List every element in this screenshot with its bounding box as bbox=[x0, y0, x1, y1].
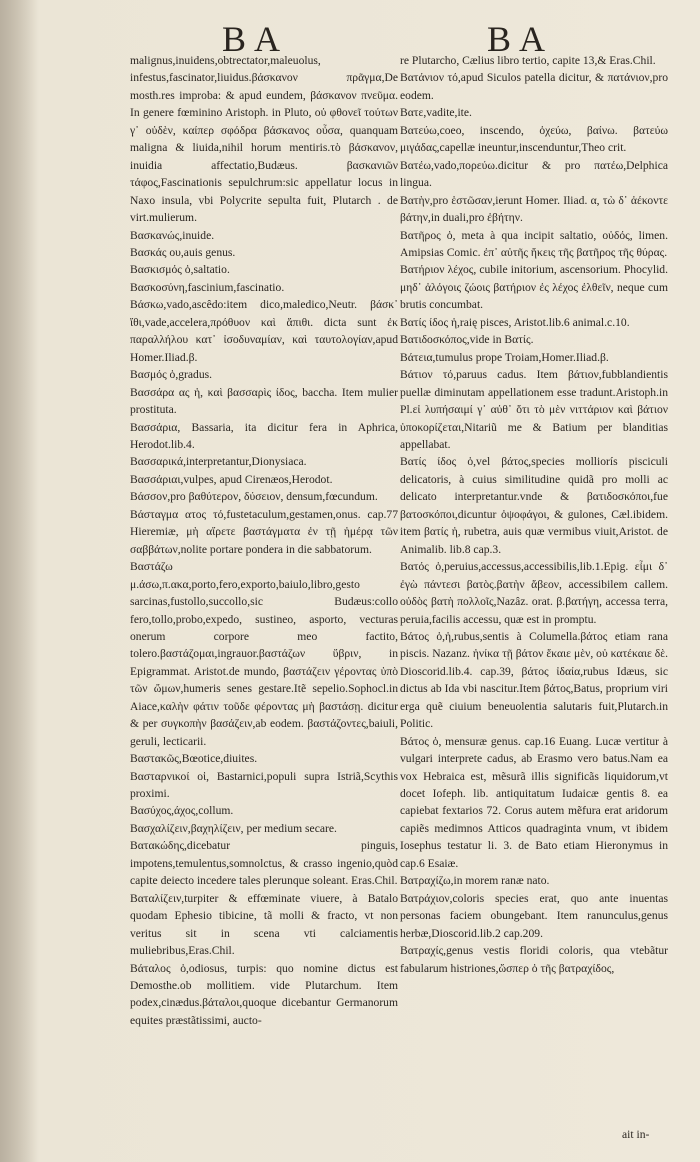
entry: Βασκανώς,inuide. bbox=[130, 228, 215, 242]
entry: Βατέω,vado,πορεύω.dicitur & pro πατέω,Delphica lingua. bbox=[400, 158, 668, 190]
entry: Βάσκω,vado,ascêdo:item dico,maledico,Neutr. βάσκ᾿ ἴθι,vade,accelera,πρόθυον καὶ ἄπιθι. dicta sunt ἐκ παραλλήλου κατ᾿ ἰσοδυναμίαν, καὶ ταυτολογίαν,apud Homer.Iliad.β. bbox=[130, 298, 398, 364]
entry: Βατραχίζω,in morem ranæ nato. bbox=[400, 874, 550, 888]
entry: Βάτεια,tumulus prope Troiam,Homer.Iliad.β. bbox=[400, 350, 609, 364]
entry: Βαστάζω μ.άσω,π.ακα,porto,fero,exporto,baiulo,libro,gesto sarcinas,fustollo,succollo,sic Budæus:collo fero,tollo,probo,expedo, sustineo, asporto, vecturas onerum corpore meo factito, tolero.βαστάζομαι,ingrauor.βαστάζων ὕβριν, in Epigrammat. Aristot.de mundo, βαστάζειν γέροντας ὑπὸ τῶν ὤμων,humeris senes gestare.Itẽ sepelio.Sophocl.in Aiace,καλὴν φάτιν τοῦδε φέροντας μὴ βαστάσῃ. dicitur & per συγκοπὴν βασάζειν,ab eodem. βαστάζοντες,baiuli, geruli, lecticarii. bbox=[130, 560, 398, 748]
entry: Βάτος ὁ, mensuræ genus. cap.16 Euang. Lucæ vertitur à vulgari interprete cadus, ab Erasmo vero batus.Nam ea vox Hebraica est, mẽsurã illis significãs liquidorum,vt docet Iofeph. lib. antiquitatum Iudaicæ gentis 8. ea capiebat fextarios 72. Corus autem mẽfura erat aridorum capiẽs medimnos Atticos quadraginta vnum, vt ibidem Iosephus testatur li. 3. de Bato etiam Hieronymus in cap.6 Esaiæ. bbox=[400, 734, 668, 870]
catchword: ait in- bbox=[622, 1128, 650, 1141]
entry: Βασμός ὁ,gradus. bbox=[130, 368, 213, 382]
entry: Βατραχίς,genus vestis floridi coloris, qua vtebãtur fabularum histriones,ὥσπερ ὁ τῆς βατραχίδος, bbox=[400, 944, 668, 975]
left-column bbox=[130, 52, 398, 1029]
entry: Βάσταγμα ατος τό,fustetaculum,gestamen,onus. cap.77 Hieremiæ, μὴ αἴρετε βαστάγματα ἐν τῇ ἡμέρᾳ τῶν σαββάτων,nolite portare pondera in die sabbatorum. bbox=[130, 507, 398, 556]
entry: Βασταρνικοί οἱ, Bastarnici,populi supra Istriã,Scythis proximi. bbox=[130, 769, 398, 801]
entry: Βατὴν,pro ἑστῶσαν,ierunt Homer. Iliad. α, τὼ δ᾿ ἀέκοντε βάτην,in duali,pro ἐβήτην. bbox=[400, 193, 668, 225]
running-head-right: BA bbox=[487, 19, 554, 59]
entry: Βάτος ὁ,ἡ,rubus,sentis à Columella.βάτος etiam rana piscis. Nazanz. ἡνίκα τῇ βάτον ἔκαιε μὲν, οὐ κατέκαιε δὲ. Dioscorid.lib.4. cap.39, βάτος ἰδαία,rubus Idæus, sic dictus ab Ida vbi nascitur.Item βάτος,Batus, proprium viri erga quẽ ciuium beneuolentia salutaris fuit,Plutarch.in Politic. bbox=[400, 629, 668, 731]
entry: Βατῆρος ὁ, meta à qua incipit saltatio, οὐδός, limen. Amipsias Comic. ἐπ᾿ αὐτῆς ἥκεις τῆς βατῆρος τῆς θύρας. bbox=[400, 228, 668, 259]
entry: Βατίς ίδος ἡ,raię pisces, Aristot.lib.6 animal.c.10. bbox=[400, 315, 630, 329]
entry: Βατε,vadite,ite. bbox=[400, 106, 472, 120]
entry: Βασσάρα ας ἡ, καὶ βασσαρὶς ίδος, baccha. Item mulier prostituta. bbox=[130, 385, 398, 417]
entry: Βασκοσύνη,fascinium,fascinatio. bbox=[130, 280, 285, 294]
entry: Βατεύω,coeo, inscendo, ὀχεύω, βαίνω. βατεύω μιγάδας,capellæ ineuntur,inscenduntur,Theo crit. bbox=[400, 123, 668, 155]
entry: Βατίς ίδος ὁ,vel βάτος,species molliorís pisciculi delicatoris, à cuius similitudine quidã pro molli ac delicato interpretantur.vnde & βατιδοσκόποι,fue βατοσκόποι,dicuntur ὀψοφάγοι, & gulones, Cæl.ibidem. item βατίς ἡ, rubetra, auis quæ vermibus viuit,Aristot. de Animalib. lib.8 cap.3. bbox=[400, 455, 668, 556]
entry: Βάταλος ὁ,odiosus, turpis: quo nomine dictus est Demosthe.ob mollitiem. vide Plutarchum. Item podex,cinædus.βάταλοι,quoque dicebantur Germanorum equites præstãtissimi, aucto- bbox=[130, 961, 398, 1027]
entry: Βάσσον,pro βαθύτερον, δύσειον, densum,fœcundum. bbox=[130, 490, 378, 504]
entry: Βασσαρικά,interpretantur,Dionysiaca. bbox=[130, 455, 307, 469]
right-column bbox=[400, 52, 668, 977]
running-head-left: BA bbox=[222, 19, 289, 59]
entry: Βατιδοσκόπος,vide in Βατίς. bbox=[400, 333, 534, 347]
entry: Βασσάριαι,vulpes, apud Cirenæos,Herodot. bbox=[130, 472, 333, 486]
entry: Βασκισμός ὁ,saltatio. bbox=[130, 263, 230, 277]
entry: Βαταλίζειν,turpiter & effœminate viuere, à Batalo quodam Ephesio tibicine, tã molli & fracto, vt non veritus sit in scena vti calciamentis muliebribus,Eras.Chil. bbox=[130, 891, 398, 958]
entry: Βατακώδης,dicebatur pinguis, impotens,temulentus,somnolctus, & crasso ingenio,quòd capite deiecto incedere tales plerunque soleant. Eras.Chil. bbox=[130, 839, 398, 888]
entry: Βασύχος,άχος,collum. bbox=[130, 804, 234, 818]
entry: Βασχαλίζειν,βαχηλίζειν, per medium secare. bbox=[130, 821, 337, 835]
gutter-shadow bbox=[0, 0, 38, 1162]
entry: Βασκάς ου,auis genus. bbox=[130, 245, 236, 259]
entry: Βασσάρια, Bassaria, ita dicitur fera in Aphrica, Herodot.lib.4. bbox=[130, 420, 398, 451]
entry: Βατάνιον τό,apud Siculos patella dicitur, & πατάνιον,pro eodem. bbox=[400, 71, 668, 102]
entry: Βατήριον λέχος, cubile initorium, ascensorium. Phocylid. μηδ᾿ ἀλόγοις ζώοις βατήριον ἐς λέχος ἐλθεῖν, neque cum brutis concumbat. bbox=[400, 263, 668, 312]
entry: Βατράχιον,coloris species erat, quo ante inuentas personas faciem obungebant. Item ranunculus,genus herbæ,Dioscorid.lib.2 cap.209. bbox=[400, 891, 668, 940]
entry: malignus,inuidens,obtrectator,maleuolus, infestus,fascinator,liuidus.βάσκανον πρᾶγμα,De mosth.res improba: & apud eundem, βάσκανον πνεῦμα. In genere fœminino Aristoph. in Pluto, οὐ φθονεῖ τούτων γ᾿ οὐδὲν, καίπερ σφόδρα βάσκανος οὖσα, quanquam maligna & liuida,nihil horum mentiris.τὸ βάσκανον, inuidia affectatio,Budæus. βασκανιῶν τάφος,Fascinationis sepulchrum:sic appellatur locus in Naxo insula, vbi Polycrite sepulta fuit, Plutarch . de virt.mulierum. bbox=[130, 54, 398, 225]
entry: Βαστακῶς,Bœotice,diuites. bbox=[130, 752, 258, 766]
entry: Βάτιον τό,paruus cadus. Item βάτιον,fubblandientis puellæ diminutam appellationem esse tradunt.Aristoph.in Pl.εἰ λυπήσαιμί γ᾿ αὐθ᾿ ὅτι τὸ μὲν νιττάριον καὶ βάτιον ὑποκορίζεται,Nitariũ me & Batium per blanditias appellabat. bbox=[400, 368, 668, 451]
entry: Βατός ὁ,peruius,accessus,accessibilis,lib.1.Epig. εἶμι δ᾿ ἐγὼ πάντεσι βατὸς.βατὴν ἄβεον, accessibilem callem. οὐδὸς βατὴ πολλοῖς,Nazâz. orat. β.βατήγη, accessa terra, peruia,facilis accessu, quæ est in promptu. bbox=[400, 560, 668, 626]
entry: re Plutarcho, Cælius libro tertio, capite 13,& Eras.Chil. bbox=[400, 54, 656, 67]
